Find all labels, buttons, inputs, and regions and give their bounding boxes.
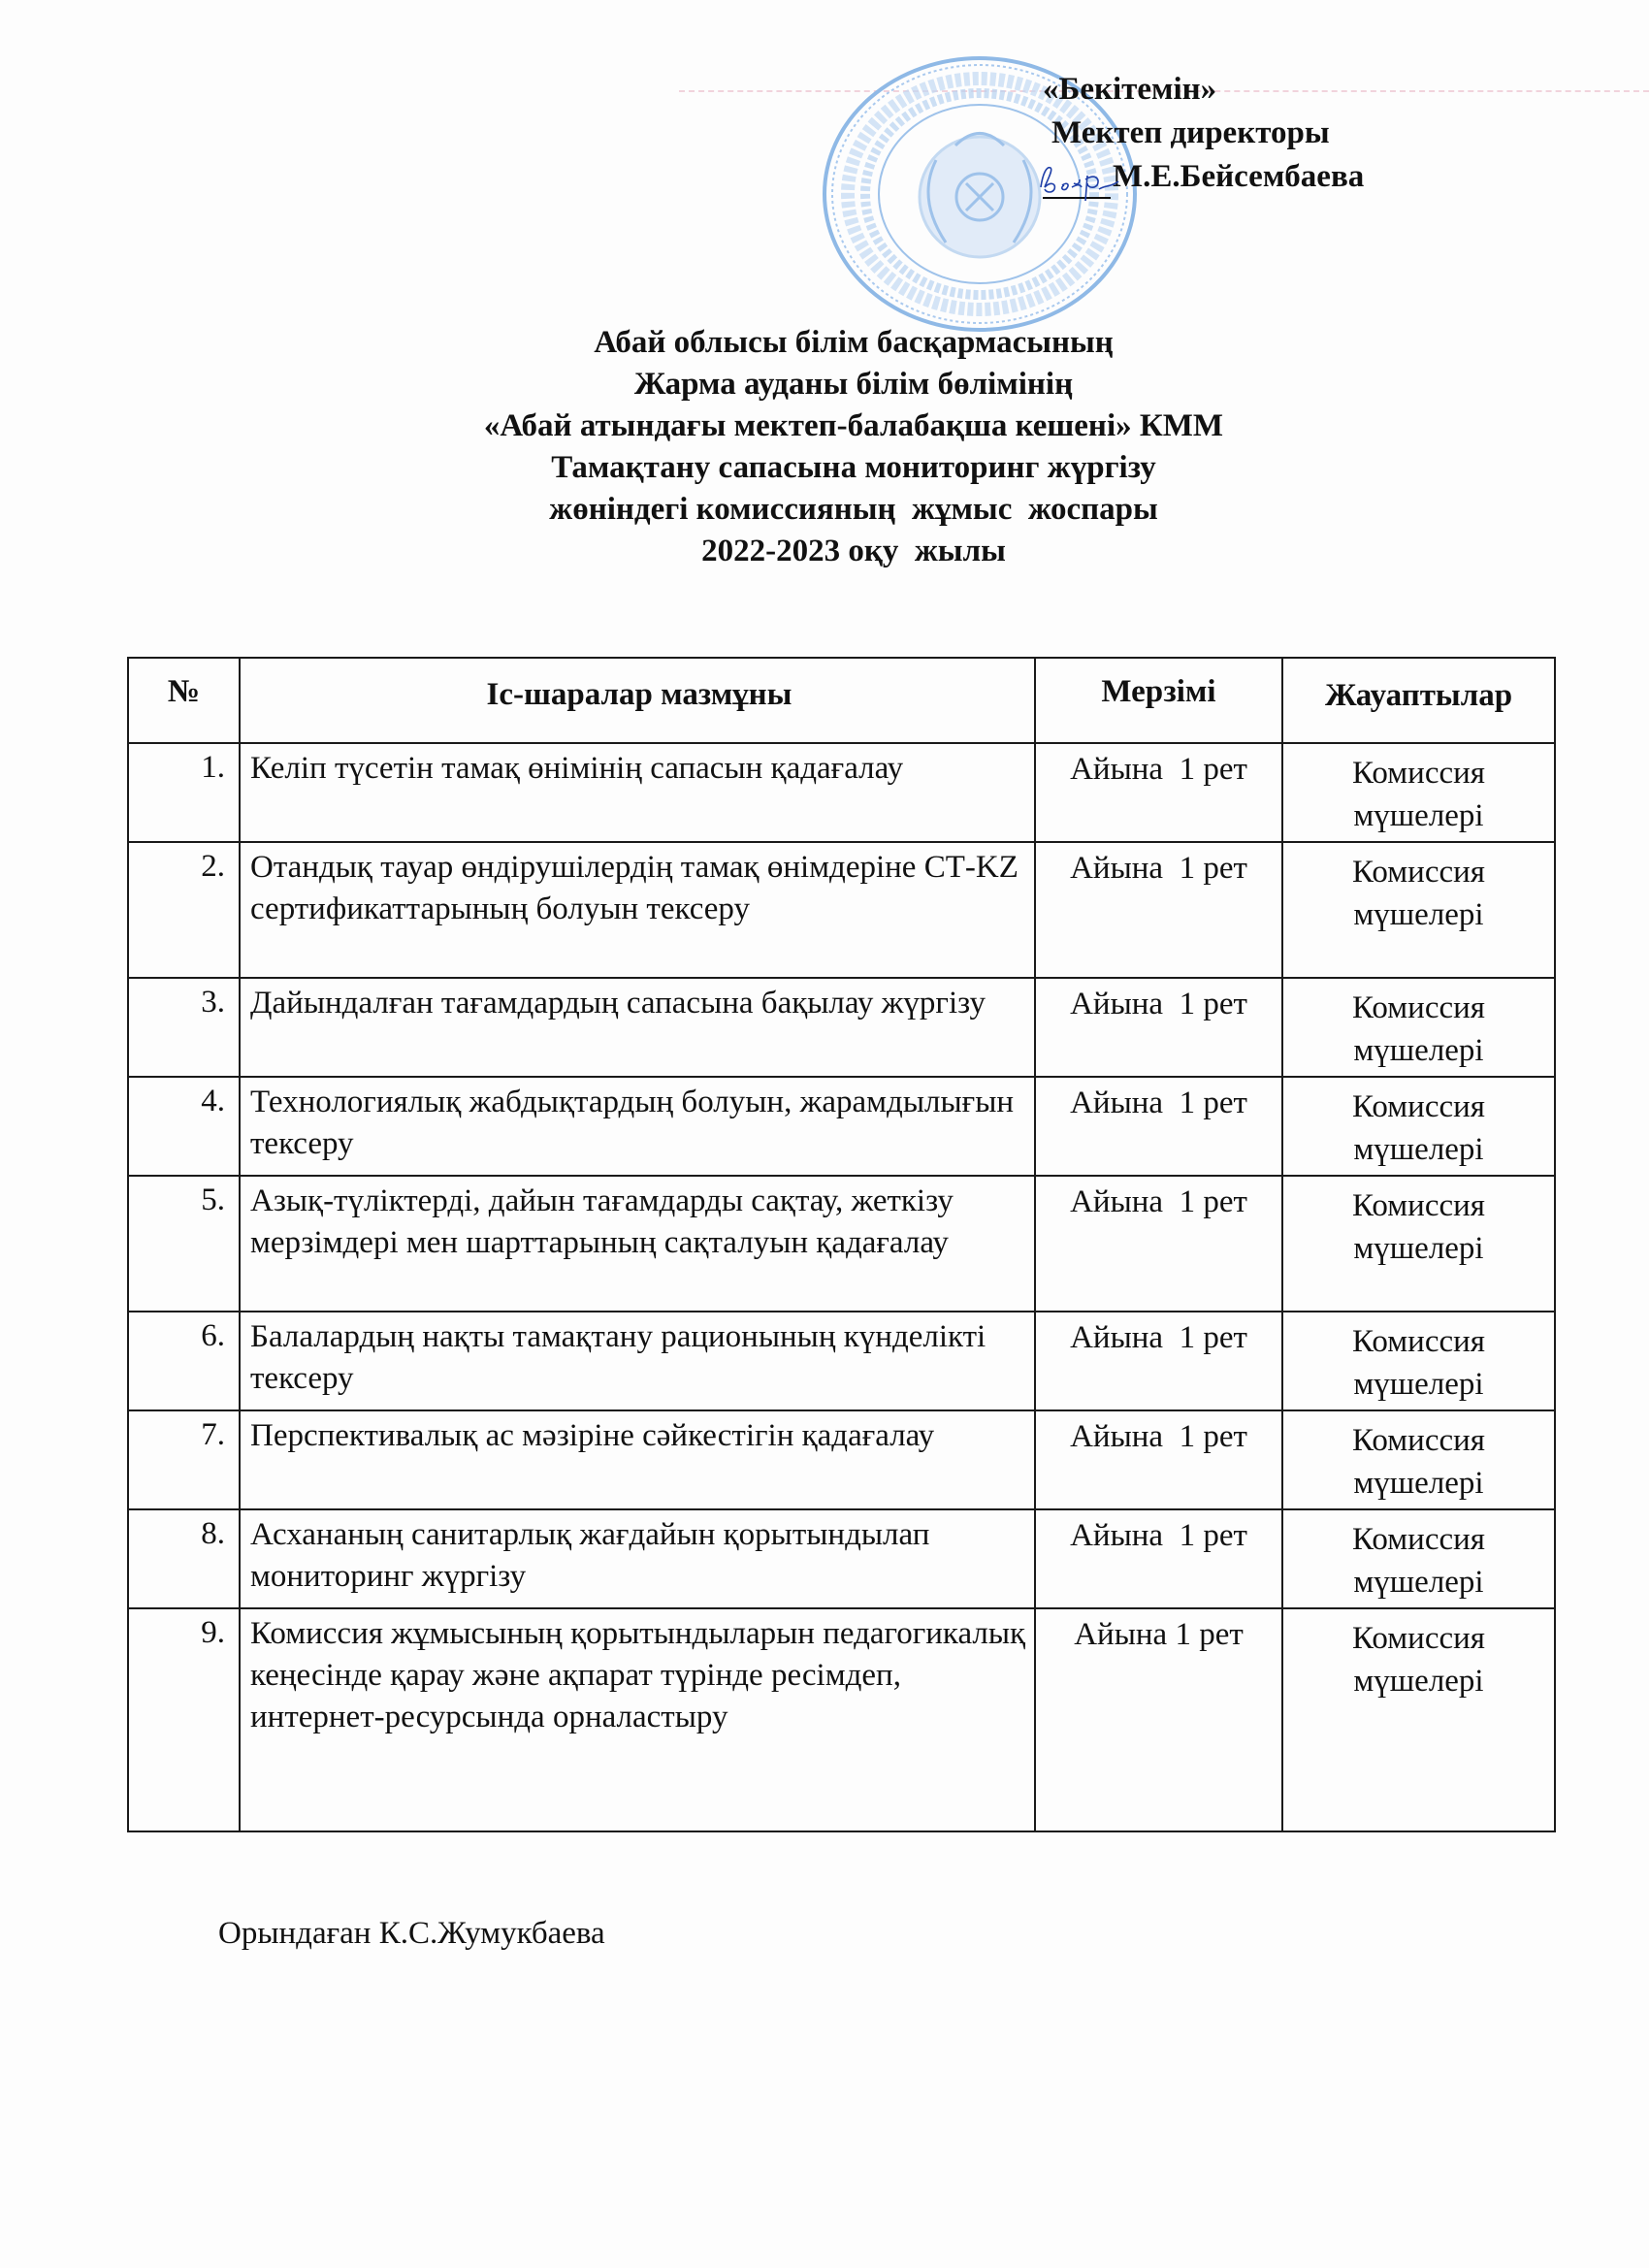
- row-responsible: Комиссия мүшелері: [1282, 1410, 1555, 1509]
- row-content: Келіп түсетін тамақ өнімінің сапасын қадағалау: [240, 743, 1035, 842]
- table-row: [128, 1410, 1555, 1509]
- table-row: [128, 1312, 1555, 1410]
- header-responsible: Жауаптылар: [1282, 658, 1555, 743]
- row-number: 9.: [128, 1608, 240, 1831]
- row-responsible: Комиссия мүшелері: [1282, 978, 1555, 1077]
- row-responsible: Комиссия мүшелері: [1282, 1312, 1555, 1410]
- row-number: 1.: [128, 743, 240, 842]
- title-line: Абай облысы білім басқармасының: [594, 325, 1114, 360]
- row-deadline: Айына 1 рет: [1035, 1410, 1282, 1509]
- row-content: Дайындалған тағамдардың сапасына бақылау жүргізу: [240, 978, 1035, 1077]
- row-number: 5.: [128, 1176, 240, 1312]
- row-content: Отандық тауар өндірушілердің тамақ өнімдеріне СТ-KZ сертификаттарының болуын тексеру: [240, 842, 1035, 978]
- row-deadline: Айына 1 рет: [1035, 743, 1282, 842]
- table-row: [128, 842, 1555, 978]
- header-content: Іс-шаралар мазмұны: [240, 658, 1035, 743]
- approval-position: Мектеп директоры: [1051, 115, 1330, 150]
- table-row: [128, 1608, 1555, 1831]
- row-deadline: Айына 1 рет: [1035, 1312, 1282, 1410]
- row-number: 6.: [128, 1312, 240, 1410]
- title-line: Жарма ауданы білім бөлімінің: [633, 367, 1074, 402]
- row-responsible: Комиссия мүшелері: [1282, 1077, 1555, 1176]
- row-deadline: Айына 1 рет: [1035, 1176, 1282, 1312]
- row-responsible: Комиссия мүшелері: [1282, 743, 1555, 842]
- row-deadline: Айына 1 рет: [1035, 1077, 1282, 1176]
- header-number: №: [128, 658, 240, 743]
- row-number: 3.: [128, 978, 240, 1077]
- approval-label: «Бекітемін»: [1043, 72, 1217, 107]
- table-row: [128, 1509, 1555, 1608]
- row-content: Балалардың нақты тамақтану рационының күнделікті тексеру: [240, 1312, 1035, 1410]
- row-deadline: Айына 1 рет: [1035, 1509, 1282, 1608]
- emblem-icon: [920, 134, 1040, 258]
- table-header-row: [128, 658, 1555, 743]
- table-row: [128, 1176, 1555, 1312]
- row-number: 8.: [128, 1509, 240, 1608]
- row-responsible: Комиссия мүшелері: [1282, 1176, 1555, 1312]
- header-deadline: Мерзімі: [1035, 658, 1282, 743]
- approval-name: М.Е.Бейсембаева: [1113, 159, 1365, 194]
- prepared-by: Орындаған К.С.Жумукбаева: [218, 1916, 605, 1951]
- row-responsible: Комиссия мүшелері: [1282, 1608, 1555, 1831]
- table-row: [128, 978, 1555, 1077]
- title-line: Тамақтану сапасына мониторинг жүргізу: [551, 450, 1156, 485]
- row-number: 2.: [128, 842, 240, 978]
- row-number: 4.: [128, 1077, 240, 1176]
- signature-line: [1043, 164, 1111, 199]
- row-responsible: Комиссия мүшелері: [1282, 1509, 1555, 1608]
- work-plan-table: [127, 657, 1556, 1832]
- row-responsible: Комиссия мүшелері: [1282, 842, 1555, 978]
- title-line: «Абай атындағы мектеп-балабақша кешені» КММ: [483, 408, 1224, 443]
- title-line: жөніндегі комиссияның жұмыс жоспары: [549, 492, 1158, 527]
- title-line: 2022-2023 оқу жылы: [701, 534, 1006, 568]
- row-content: Технологиялық жабдықтардың болуын, жарамдылығын тексеру: [240, 1077, 1035, 1176]
- table-row: [128, 743, 1555, 842]
- document-title: [0, 322, 1649, 572]
- handwritten-signature: [1033, 158, 1130, 205]
- row-content: Асхананың санитарлық жағдайын қорытындылап мониторинг жүргізу: [240, 1509, 1035, 1608]
- row-number: 7.: [128, 1410, 240, 1509]
- approval-block: [1043, 68, 1364, 199]
- row-deadline: Айына 1 рет: [1035, 978, 1282, 1077]
- row-content: Комиссия жұмысының қорытындыларын педагогикалық кеңесінде қарау және ақпарат түрінде ресімдеп, интернет-ресурсында орналастыру: [240, 1608, 1035, 1831]
- row-deadline: Айына 1 рет: [1035, 842, 1282, 978]
- table-row: [128, 1077, 1555, 1176]
- row-deadline: Айына 1 рет: [1035, 1608, 1282, 1831]
- row-content: Азық-түліктерді, дайын тағамдарды сақтау, жеткізу мерзімдері мен шарттарының сақталуын қадағалау: [240, 1176, 1035, 1312]
- row-content: Перспективалық ас мәзіріне сәйкестігін қадағалау: [240, 1410, 1035, 1509]
